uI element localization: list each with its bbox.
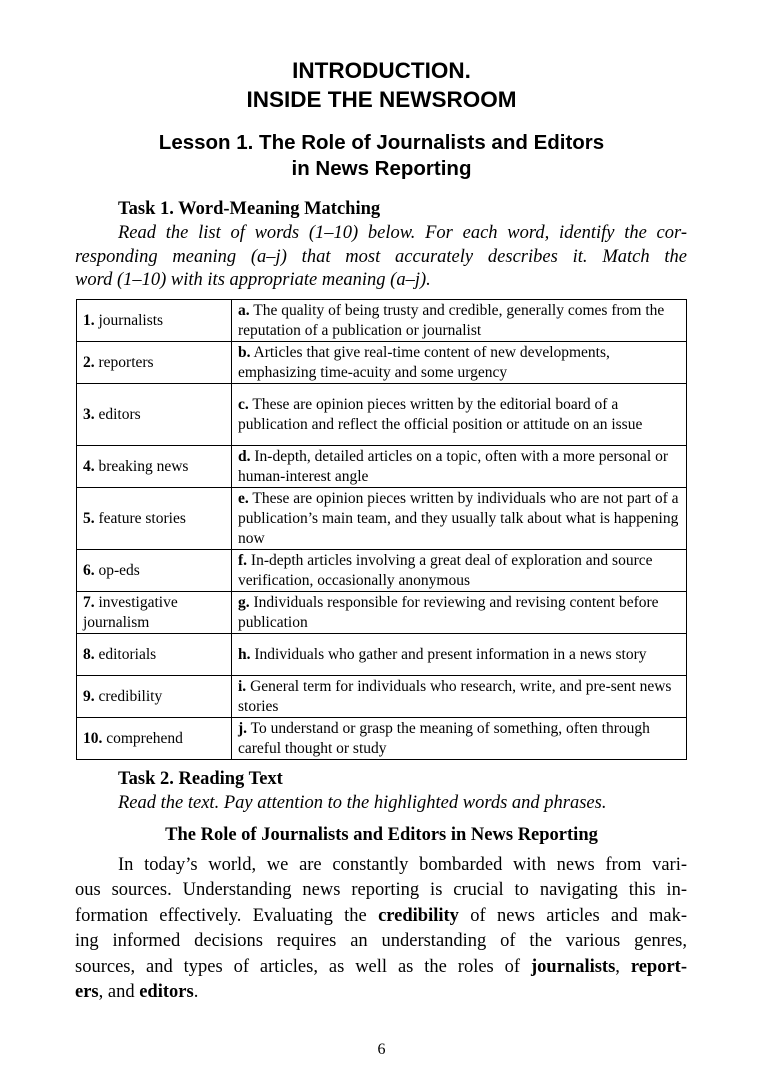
word-cell: 5. feature stories	[77, 488, 232, 550]
meaning-cell: b. Articles that give real-time content of new developments, emphasizing time-acuity and some urgency	[232, 342, 687, 384]
meaning-cell: h. Individuals who gather and present information in a news story	[232, 634, 687, 676]
meaning-cell: j. To understand or grasp the meaning of something, often through careful thought or study	[232, 718, 687, 760]
paragraph-line: ing informed decisions requires an understanding of the various genres,	[75, 931, 687, 952]
paragraph-line: sources, and types of articles, as well as the roles of journalists, report-	[75, 956, 688, 977]
page-number: 6	[377, 1041, 386, 1058]
table-row	[77, 676, 687, 718]
highlighted-term: editors	[139, 982, 194, 1003]
lesson-title-line1: Lesson 1. The Role of Journalists and Editors	[158, 131, 605, 154]
word-cell: 2. reporters	[77, 342, 232, 384]
lesson-title-line2: in News Reporting	[291, 157, 472, 180]
meaning-cell: a. The quality of being trusty and credible, generally comes from the reputation of a publication or journalist	[232, 300, 687, 342]
paragraph-line: ous sources. Understanding news reporting is crucial to navigating this in-	[75, 880, 687, 901]
task1-instruction-line: responding meaning (a–j) that most accurately describes it. Match the	[75, 246, 687, 267]
word-cell: 6. op-eds	[77, 550, 232, 592]
word-cell: 7. investigative journalism	[77, 592, 232, 634]
word-cell: 8. editorials	[77, 634, 232, 676]
meaning-cell: d. In-depth, detailed articles on a topic, often with a more personal or human-interest angle	[232, 446, 687, 488]
table-row	[77, 592, 687, 634]
meaning-cell: c. These are opinion pieces written by the editorial board of a publication and reflect the official position or attitude on an issue	[232, 384, 687, 446]
paragraph-line: In today’s world, we are constantly bombarded with news from vari-	[118, 855, 687, 875]
meaning-cell: e. These are opinion pieces written by individuals who are not part of a publication’s main team, and they usually talk about what is happening now	[232, 488, 687, 550]
task1-heading: Task 1. Word-Meaning Matching	[118, 199, 381, 219]
word-cell: 10. comprehend	[77, 718, 232, 760]
word-cell: 4. breaking news	[77, 446, 232, 488]
task2-heading: Task 2. Reading Text	[118, 769, 283, 789]
paragraph-line: ers, and editors.	[75, 982, 199, 1003]
table-row	[77, 384, 687, 446]
highlighted-term: credibility	[378, 905, 459, 926]
word-cell: 9. credibility	[77, 676, 232, 718]
paragraph-line: formation effectively. Evaluating the credibility of news articles and mak-	[75, 905, 687, 926]
highlighted-term: report-	[630, 956, 688, 977]
task2-instruction-line: Read the text. Pay attention to the highlighted words and phrases.	[118, 793, 607, 813]
table-row	[77, 300, 687, 342]
chapter-title-line2: INSIDE THE NEWSROOM	[246, 87, 517, 112]
table-row	[77, 550, 687, 592]
table-row	[77, 718, 687, 760]
word-cell: 1. journalists	[77, 300, 232, 342]
word-cell: 3. editors	[77, 384, 232, 446]
highlighted-term: ers	[75, 982, 99, 1003]
task2-instruction	[75, 792, 687, 816]
task1-instruction-line: word (1–10) with its appropriate meaning (a–j).	[75, 270, 431, 290]
table-row	[77, 634, 687, 676]
reading-title: The Role of Journalists and Editors in News Reporting	[165, 825, 598, 845]
meaning-cell: g. Individuals responsible for reviewing and revising content before publication	[232, 592, 687, 634]
highlighted-term: journalists	[531, 956, 616, 977]
chapter-title-line1: INTRODUCTION.	[292, 58, 471, 83]
meaning-cell: f. In-depth articles involving a great deal of exploration and source verification, occasionally anonymous	[232, 550, 687, 592]
task1-instruction-line: Read the list of words (1–10) below. For each word, identify the cor-	[118, 223, 687, 243]
table-row	[77, 488, 687, 550]
reading-paragraph	[75, 853, 687, 1005]
table-row	[77, 342, 687, 384]
task1-instruction	[75, 222, 687, 293]
meaning-cell: i. General term for individuals who research, write, and pre-sent news stories	[232, 676, 687, 718]
table-row	[77, 446, 687, 488]
word-meaning-table	[76, 299, 687, 760]
